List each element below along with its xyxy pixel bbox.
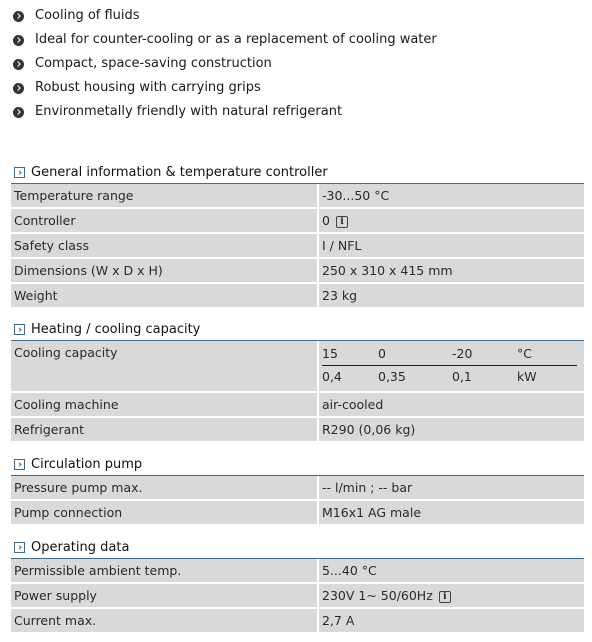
spec-value: R290 (0,06 kg) [322,422,416,437]
spec-label: Controller [11,209,319,232]
bullet-arrow-icon [13,11,24,22]
section-operating-data [11,536,584,634]
spec-label: Cooling machine [11,393,319,416]
feature-list [13,4,437,124]
spec-value-cell [319,584,584,607]
expand-arrow-icon[interactable] [14,167,25,178]
spec-label: Refrigerant [11,418,319,441]
feature-text: Cooling of fluids [35,8,140,23]
spec-row [11,284,584,309]
expand-arrow-icon[interactable] [14,542,25,553]
section-header[interactable] [11,536,584,559]
spec-value: 250 x 310 x 415 mm [322,263,453,278]
bullet-arrow-icon [13,59,24,70]
feature-text: Environmetally friendly with natural refrigerant [35,104,343,119]
spec-value: I / NFL [322,238,362,253]
feature-item [13,52,437,76]
spec-value: 23 kg [322,288,358,303]
feature-item [13,28,437,52]
feature-text: Compact, space-saving construction [35,56,272,71]
feature-text: Robust housing with carrying grips [35,80,261,95]
spec-value: air-cooled [322,397,384,412]
temperature-row [322,343,577,365]
temp-value: 15 [322,346,338,361]
spec-row [11,209,584,234]
temp-value: 0 [378,346,386,361]
spec-row [11,609,584,634]
expand-arrow-icon[interactable] [14,324,25,335]
spec-label: Dimensions (W x D x H) [11,259,319,282]
section-title: Circulation pump [31,456,143,472]
spec-label: Power supply [11,584,319,607]
section-general-information [11,161,584,309]
section-header[interactable] [11,161,584,184]
spec-value: -30...50 °C [322,188,390,203]
spec-value: M16x1 AG male [322,505,422,520]
spec-value: -- l/min ; -- bar [322,480,413,495]
spec-label: Cooling capacity [11,341,319,391]
bullet-arrow-icon [13,35,24,46]
power-value: 0,1 [452,369,472,384]
spec-value-cell [319,209,584,232]
spec-label: Current max. [11,609,319,632]
spec-row [11,234,584,259]
spec-label: Weight [11,284,319,307]
power-unit: kW [517,369,537,384]
expand-arrow-icon[interactable] [14,459,25,470]
spec-row [11,501,584,526]
section-header[interactable] [11,453,584,476]
bullet-arrow-icon [13,107,24,118]
spec-value: 5...40 °C [322,563,377,578]
spec-row [11,259,584,284]
spec-value: 0 [322,213,330,228]
section-circulation-pump [11,453,584,526]
section-header[interactable] [11,318,584,341]
spec-row [11,584,584,609]
spec-label: Temperature range [11,184,319,207]
feature-item [13,76,437,100]
section-title: General information & temperature controller [31,164,328,180]
spec-label: Pump connection [11,501,319,524]
spec-label: Permissible ambient temp. [11,559,319,582]
section-title: Operating data [31,539,130,555]
spec-label: Pressure pump max. [11,476,319,499]
feature-item [13,100,437,124]
spec-value: 230V 1~ 50/60Hz [322,588,433,603]
info-icon[interactable]: i [439,591,451,603]
section-title: Heating / cooling capacity [31,321,201,337]
info-icon[interactable]: i [336,216,348,228]
bullet-arrow-icon [13,83,24,94]
spec-value: 2,7 A [322,613,355,628]
temp-value: -20 [452,346,473,361]
section-heating-cooling-capacity [11,318,584,443]
temp-unit: °C [517,346,532,361]
spec-row [11,418,584,443]
spec-row [11,476,584,501]
spec-label: Safety class [11,234,319,257]
spec-row [11,184,584,209]
power-value: 0,35 [378,369,406,384]
feature-text: Ideal for counter-cooling or as a replacement of cooling water [35,32,437,47]
spec-row-cooling-capacity [11,341,584,393]
spec-row [11,393,584,418]
cooling-capacity-table [319,341,584,391]
power-value: 0,4 [322,369,342,384]
power-row [322,366,577,388]
feature-item [13,4,437,28]
spec-row [11,559,584,584]
